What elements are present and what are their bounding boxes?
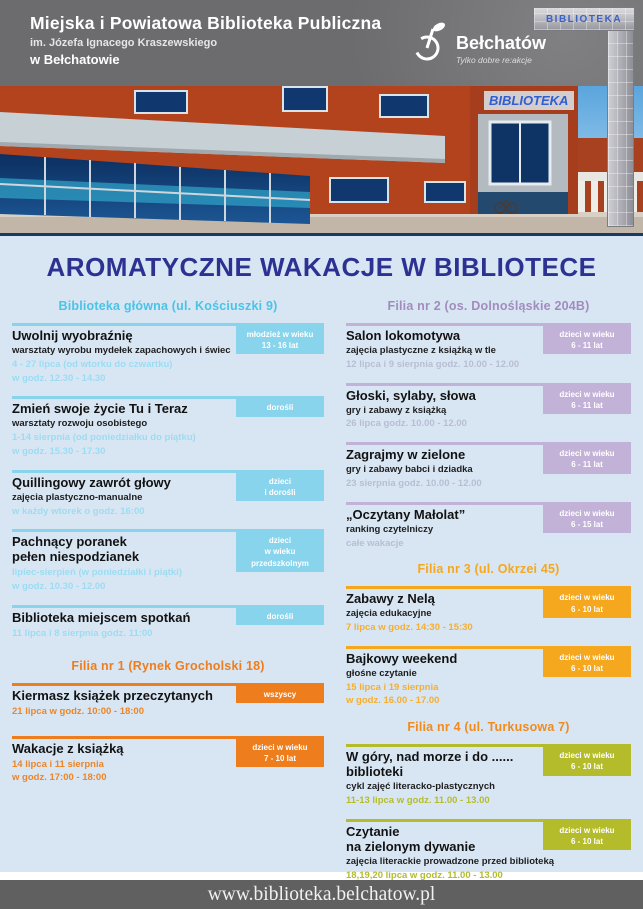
events-column-left — [12, 293, 324, 893]
event-dates: 12 lipca i 9 sierpnia godz. 10.00 - 12.00 — [346, 358, 520, 370]
event-subtitle: ranking czytelniczy — [346, 523, 434, 535]
event-columns — [0, 289, 643, 893]
audience-badge: dzieci w wieku 6 - 10 lat — [543, 589, 631, 617]
city-tagline: Tylko dobre re:akcje — [456, 55, 532, 65]
poster-title: AROMATYCZNE WAKACJE W BIBLIOTECE — [46, 252, 597, 282]
event-subtitle: zajęcia plastyczno-manualne — [12, 491, 143, 503]
city-logo — [412, 20, 546, 69]
building-sign-text: BIBLIOTEKA — [489, 93, 569, 108]
event-title: Wakacje z książką — [12, 740, 124, 756]
footer-bar — [0, 880, 643, 909]
event-subtitle: zajęcia literackie prowadzone przed biblioteką — [346, 855, 555, 867]
branch-header: Filia nr 2 (os. Dolnośląskie 204B) — [387, 299, 590, 313]
footer-url: www.biblioteka.belchatow.pl — [207, 883, 436, 905]
branch-header: Filia nr 3 (ul. Okrzei 45) — [417, 562, 560, 577]
event-title: Salon lokomotywa — [346, 328, 461, 343]
library-patron: im. Józefa Ignacego Kraszewskiego — [30, 37, 218, 49]
event-card — [12, 323, 324, 385]
event-title: Quillingowy zawrót głowy — [12, 474, 171, 490]
event-card — [12, 396, 324, 458]
branch-section — [346, 720, 631, 882]
audience-badge: dzieci w wieku 6 - 11 lat — [543, 386, 631, 414]
audience-badge: dzieci w wieku 7 - 10 lat — [236, 739, 324, 767]
event-dates: 15 lipca i 19 sierpnia w godz. 16.00 - 17.00 — [346, 681, 440, 707]
event-title: Uwolnij wyobraźnię — [12, 328, 133, 343]
power-leaf-icon — [412, 20, 448, 69]
audience-badge: dzieci w wieku 6 - 10 lat — [543, 747, 631, 775]
audience-badge: dzieci i dorośli — [236, 473, 324, 501]
event-card — [346, 586, 631, 635]
event-subtitle: gry i zabawy babci i dziadka — [346, 464, 473, 476]
library-city: w Bełchatowie — [30, 52, 120, 67]
poster-body — [0, 236, 643, 881]
event-card — [12, 529, 324, 593]
biblioteka-sign-leg — [607, 31, 634, 227]
event-card — [346, 502, 631, 551]
event-title: Zagrajmy w zielone — [346, 447, 466, 463]
event-dates: lipiec-sierpień (w poniedziałki i piątki) w godz. 10.30 - 12.00 — [12, 567, 182, 592]
event-dates: 4 - 27 lipca (od wtorku do czwartku) w godz. 12.30 - 14.30 — [12, 358, 173, 384]
event-subtitle: cykl zajęć literacko-plastycznych — [346, 781, 495, 793]
event-title: Bajkowy weekend — [346, 650, 458, 666]
audience-badge: młodzież w wieku 13 - 16 lat — [236, 326, 324, 354]
library-name: Miejska i Powiatowa Biblioteka Publiczna — [30, 13, 382, 33]
branch-section — [346, 299, 631, 550]
audience-badge: dzieci w wieku 6 - 15 lat — [543, 505, 631, 533]
audience-badge: dzieci w wieku 6 - 11 lat — [543, 445, 631, 473]
event-title: Głoski, sylaby, słowa — [346, 387, 476, 403]
audience-badge: dorośli — [236, 608, 324, 625]
event-title: Pachnący poranek pełen niespodzianek — [12, 534, 140, 565]
event-dates: 7 lipca w godz. 14:30 - 15:30 — [346, 622, 473, 634]
event-card — [346, 646, 631, 708]
audience-badge: dzieci w wieku 6 - 10 lat — [543, 649, 631, 677]
event-dates: 18,19,20 lipca w godz. 11.00 - 13.00 — [346, 869, 503, 881]
event-dates: 11-13 lipca w godz. 11.00 - 13.00 — [346, 794, 490, 806]
event-title: „Oczytany Małolat” — [346, 506, 466, 522]
audience-badge: wszyscy — [236, 686, 324, 703]
branch-header: Filia nr 1 (Rynek Grocholski 18) — [71, 658, 265, 673]
event-card — [346, 744, 631, 808]
events-column-right — [346, 293, 631, 893]
event-card — [346, 442, 631, 491]
city-name: Bełchatów — [456, 33, 547, 53]
event-card — [346, 323, 631, 372]
event-subtitle: głośne czytanie — [346, 667, 417, 679]
event-dates: całe wakacje — [346, 537, 404, 549]
event-card — [12, 470, 324, 519]
event-title: Zabawy z Nelą — [346, 591, 435, 607]
audience-badge: dzieci w wieku przedszkolnym — [236, 532, 324, 572]
event-dates: 26 lipca godz. 10.00 - 12.00 — [346, 418, 467, 430]
event-dates: w każdy wtorek o godz. 16:00 — [12, 505, 145, 517]
event-title: Zmień swoje życie Tu i Teraz — [12, 401, 188, 417]
branch-section — [346, 562, 631, 708]
event-title: Kiermasz książek przeczytanych — [12, 687, 213, 703]
audience-badge: dzieci w wieku 6 - 11 lat — [543, 326, 631, 354]
event-subtitle: zajęcia plastyczne z książką w tle — [346, 344, 496, 356]
audience-badge: dzieci w wieku 6 - 10 lat — [543, 822, 631, 850]
audience-badge: dorośli — [236, 399, 324, 416]
event-card — [12, 683, 324, 725]
event-dates: 1-14 sierpnia (od poniedziałku do piątku) w godz. 15.30 - 17.30 — [12, 432, 196, 457]
branch-header: Biblioteka główna (ul. Kościuszki 9) — [58, 299, 278, 313]
branch-header: Filia nr 4 (ul. Turkusowa 7) — [407, 720, 570, 735]
event-title: Biblioteka miejscem spotkań — [12, 609, 191, 625]
branch-section — [12, 659, 324, 785]
branch-section — [12, 299, 324, 647]
event-card — [346, 383, 631, 432]
event-dates: 21 lipca w godz. 10:00 - 18:00 — [12, 705, 144, 717]
event-dates: 14 lipca i 11 sierpnia w godz. 17:00 - 18:00 — [12, 758, 107, 784]
event-title: W góry, nad morze i do ...... biblioteki — [346, 749, 514, 780]
biblioteka-sign — [533, 7, 635, 227]
event-card — [12, 605, 324, 647]
event-card — [346, 819, 631, 883]
event-dates: 23 sierpnia godz. 10.00 - 12.00 — [346, 477, 482, 489]
event-title: Czytanie na zielonym dywanie — [346, 823, 476, 854]
biblioteka-sign-label: BIBLIOTEKA — [533, 7, 635, 31]
event-subtitle: warsztaty wyrobu mydełek zapachowych i świec — [12, 344, 231, 356]
event-card — [12, 736, 324, 785]
event-subtitle: gry i zabawy z książką — [346, 404, 447, 416]
event-subtitle: zajęcia edukacyjne — [346, 608, 432, 620]
event-subtitle: warsztaty rozwoju osobistego — [12, 418, 148, 430]
event-dates: 11 lipca i 8 sierpnia godz. 11:00 — [12, 627, 153, 639]
